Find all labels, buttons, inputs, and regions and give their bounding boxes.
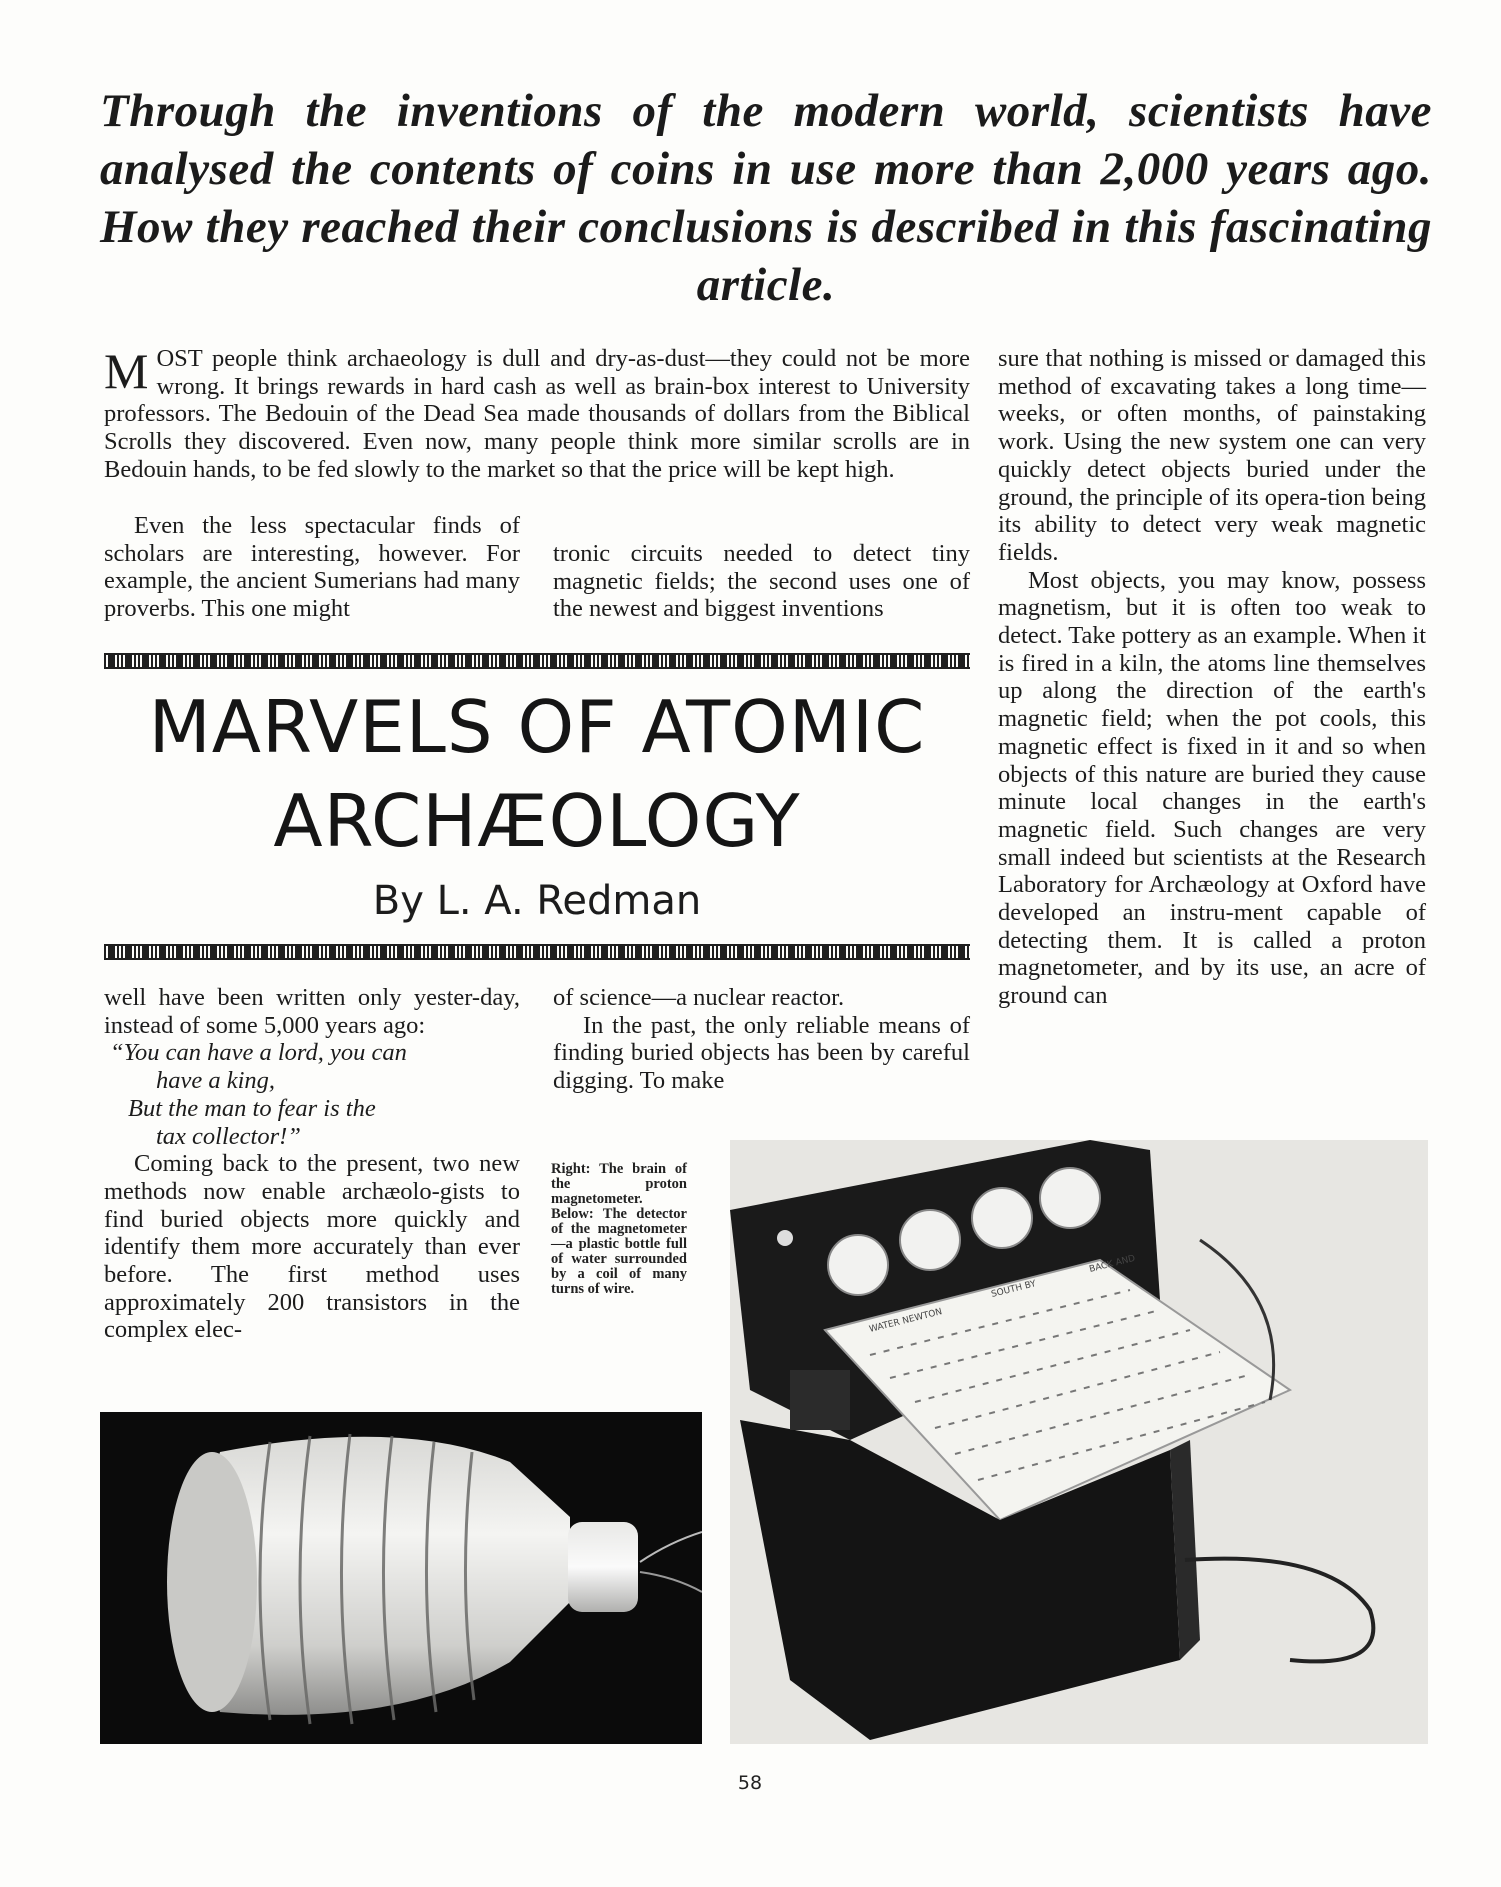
left-column-continued [104,984,520,1344]
proverb-line-3: But the man to fear is the [128,1094,376,1122]
decorative-border-top [104,653,970,669]
headline-line-2: ARCHÆOLOGY [273,779,801,863]
photo-caption: Right: The brain of the proton magnetometer. Below: The detector of the magnetometer—a plastic bottle full of water surrounded by a coil of many turns of wire. [551,1161,687,1297]
lead-paragraph-text: OST people think archaeology is dull and dry-as-dust—they could not be more wrong. It brings rewards in hard cash as well as brain-box interest to University professors. The Bedouin of the Dead Sea made thousands of dollars from the Biblical Scrolls they discovered. Even now, many people think more similar scrolls are in Bedouin hands, to be fed slowly to the market so that the price will be kept high. [104,345,970,483]
byline: By L. A. Redman [372,878,702,924]
middle-column-continued [553,984,970,1095]
page-number: 58 [737,1772,763,1794]
left-continued-paragraph-2: Coming back to the present, two new methods now enable archæolo-gists to find buried objects more quickly and identify them more accurately than ever before. The first method uses approximately 200 transistors in the complex elec- [104,1150,520,1344]
coil-bottle-illustration [100,1412,702,1744]
book-heading-1: WATER NEWTON [868,1307,944,1335]
left-continued-paragraph: well have been written only yester-day, instead of some 5,000 years ago: [104,984,520,1039]
lead-second-paragraph-middle-text: tronic circuits needed to detect tiny magnetic fields; the second uses one of the newest and biggest inventions [553,540,970,623]
right-column-paragraph-1: sure that nothing is missed or damaged this method of excavating takes a long time—weeks, or often months, of painstaking work. Using the new system one can very quickly detect objects buried under the ground, the principle of its opera-tion being its ability to detect very weak magnetic fields. [998,345,1426,566]
drop-cap: M [104,343,149,399]
middle-continued-paragraph-2: In the past, the only reliable means of finding buried objects has been by careful digging. To make [553,1011,970,1095]
proverb-line-4: tax collector!” [156,1122,301,1150]
lead-second-paragraph-left [104,512,520,623]
lead-second-paragraph-middle [553,540,970,623]
intro-standfirst: Through the inventions of the modern world, scientists have analysed the contents of coins in use more than 2,000 years ago. How they reached their conclusions is described in this fascinating article. [100,85,1432,311]
headline [104,680,970,868]
proverb-line-2: have a king, [156,1067,276,1095]
proverb-line-1: “You can have a lord, you can [110,1039,407,1067]
lead-paragraph [104,345,970,484]
lead-second-paragraph-left-text: Even the less spectacular finds of scholars are interesting, however. For example, the ancient Sumerians had many proverbs. This one might [104,512,520,623]
photo-coil-bottle [100,1412,702,1744]
book-heading-2: SOUTH BY [990,1279,1038,1300]
magnetometer-illustration [730,1140,1428,1744]
right-column-paragraph-2: Most objects, you may know, possess magnetism, but it is often too weak to detect. Take pottery as an example. When it is fired in a kiln, the atoms line themselves up along the direction of the earth's magnetic field; when the pot cools, this magnetic effect is fixed in it and so when objects of this nature are buried they cause minute local changes in the earth's magnetic field. Such changes are very small indeed but scientists at the Research Laboratory for Archæology at Oxford have developed an instru-ment capable of detecting them. It is called a proton magnetometer, and by its use, an acre of ground can [998,566,1427,1010]
middle-continued-paragraph-1: of science—a nuclear reactor. [553,984,845,1011]
headline-line-1: MARVELS OF ATOMIC [148,685,926,769]
photo-magnetometer [730,1140,1428,1744]
book-heading-3: BACK AND [1088,1253,1137,1275]
right-column [998,345,1426,1010]
decorative-border-bottom [104,944,970,960]
